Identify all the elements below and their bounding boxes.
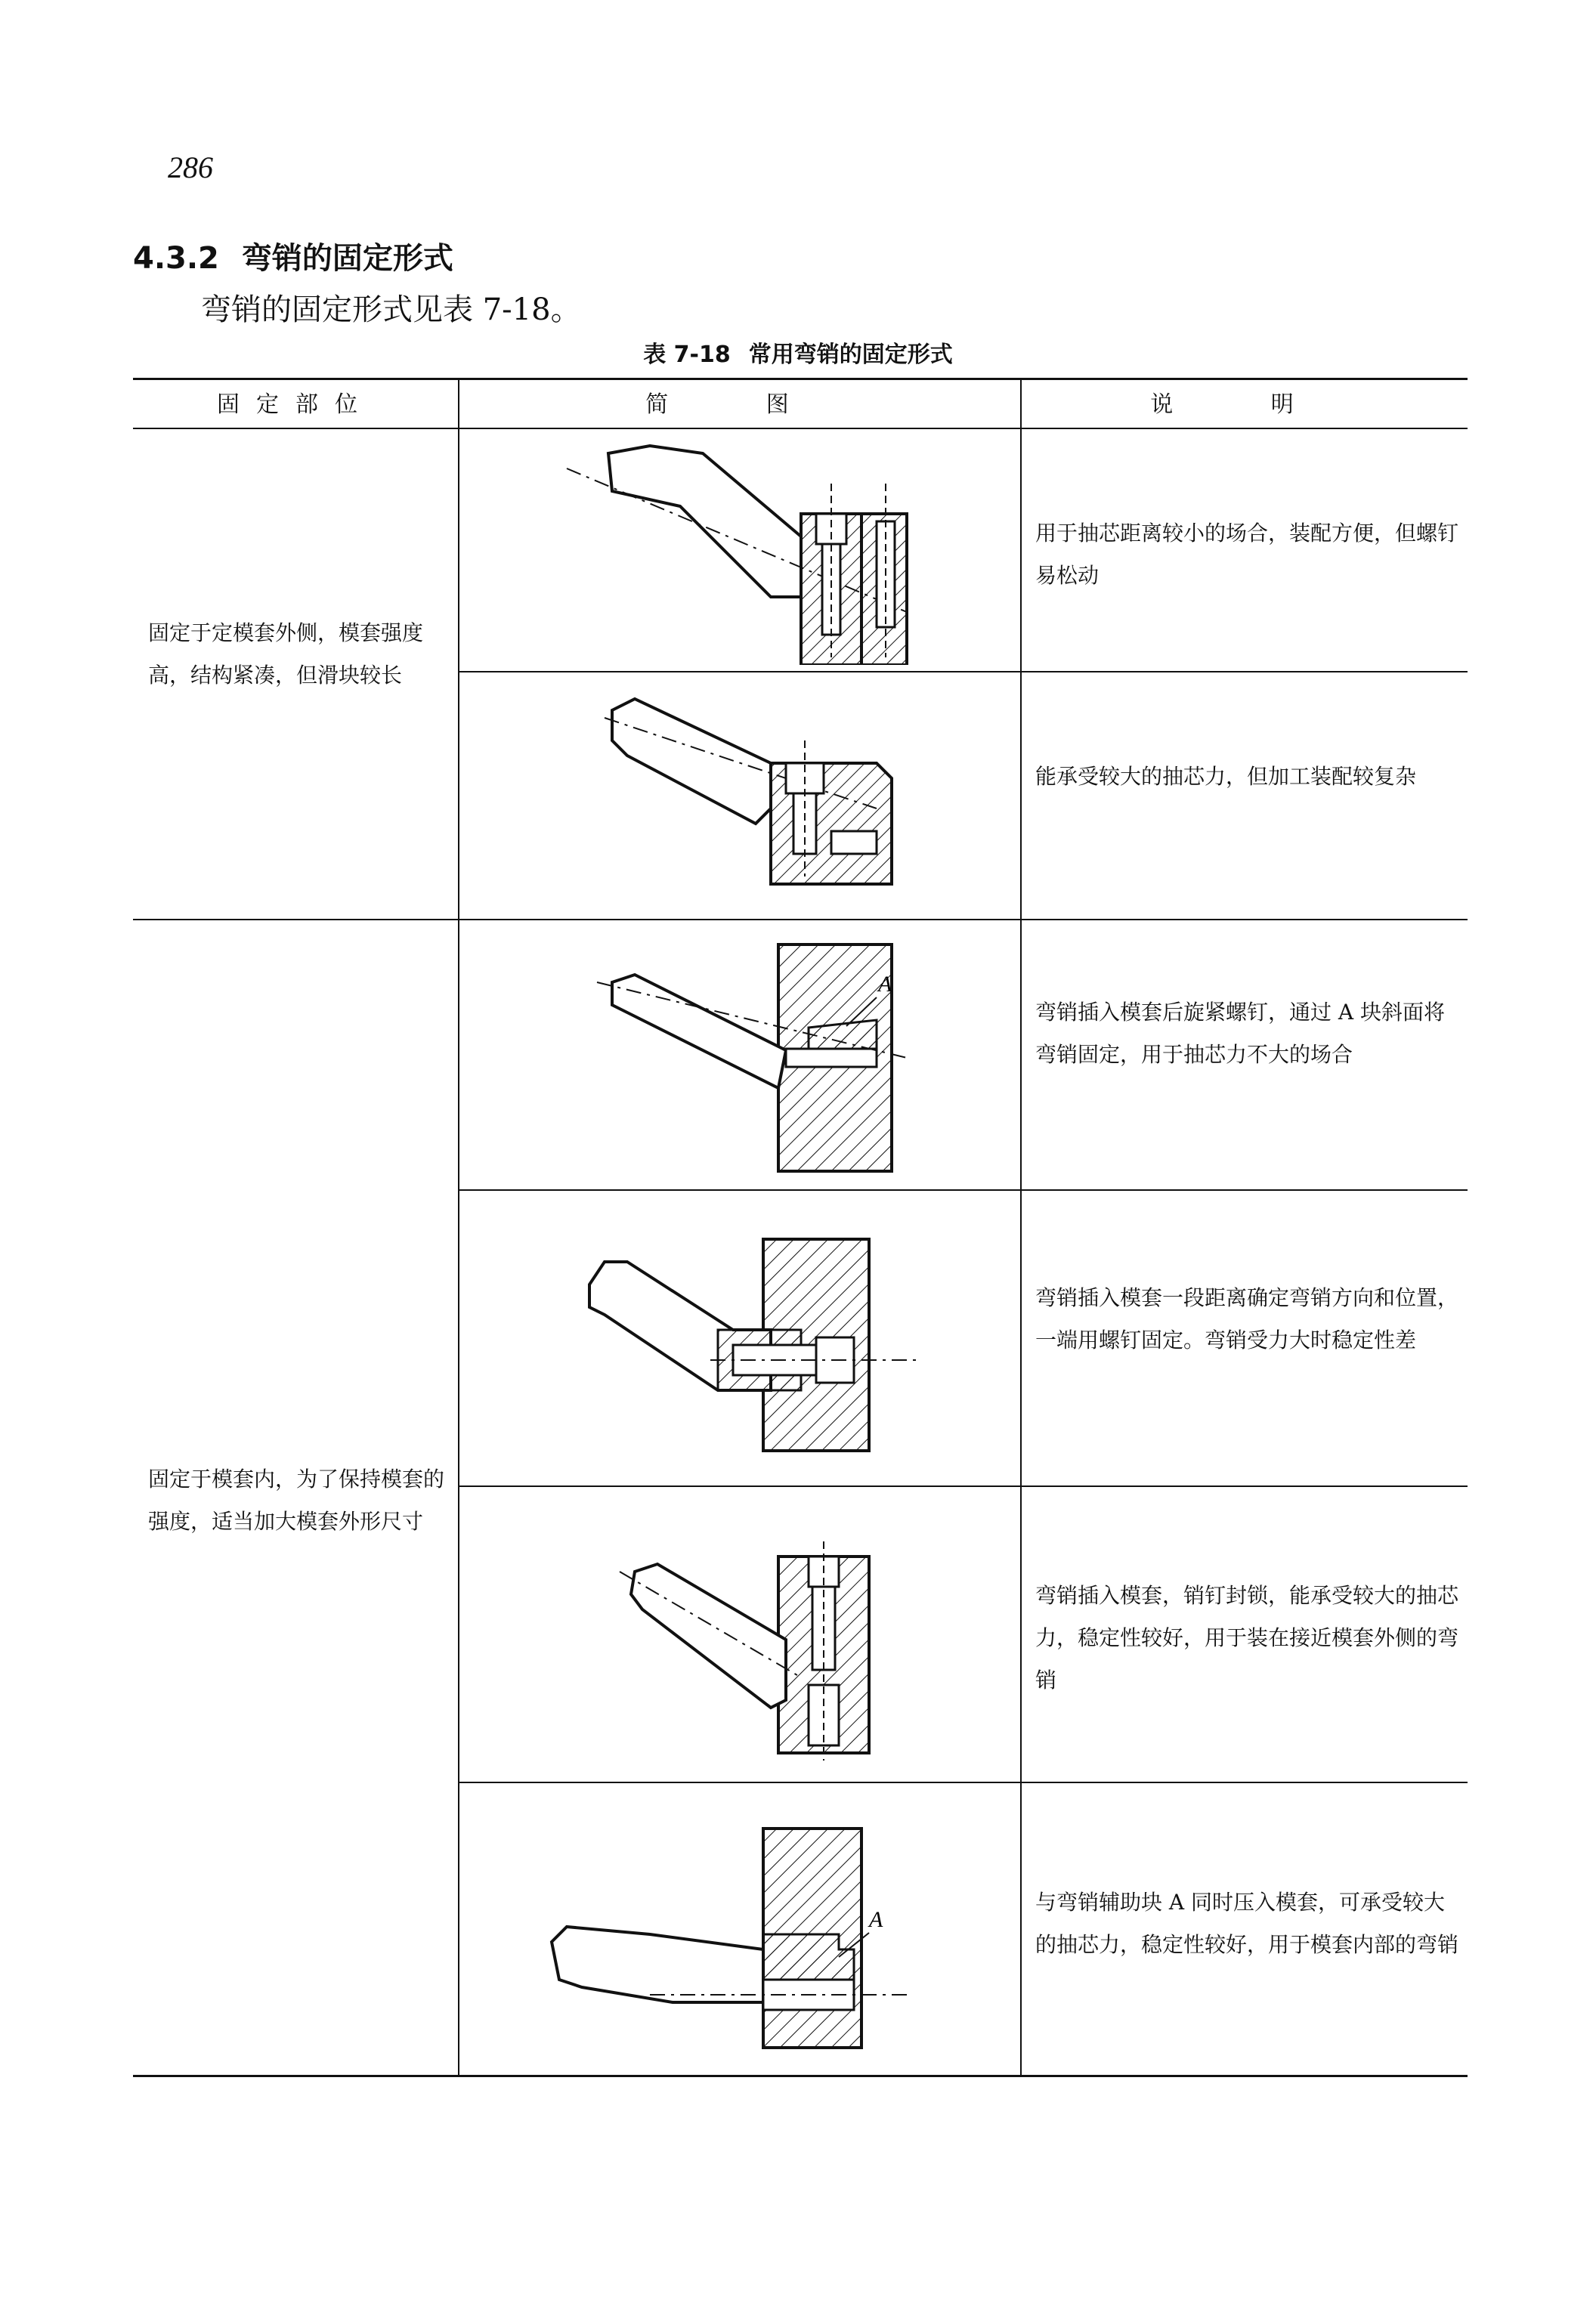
section-title: 弯销的固定形式 [241,241,453,276]
row-divider [458,1782,1468,1783]
description-cell: 弯销插入模套一段距离确定弯销方向和位置，一端用螺钉固定。弯销受力大时稳定性差 [1035,1285,1459,1353]
row-divider [458,1485,1468,1487]
section-number: 4.3.2 [133,241,219,276]
table-bottom-rule [133,2075,1468,2077]
diagram-aux-block [484,1813,998,2063]
column-divider [458,378,459,2076]
diagram-screw-step [484,680,998,907]
table-caption-title: 常用弯销的固定形式 [748,342,953,368]
label-a: A [869,1907,883,1932]
diagram-insert-screw [484,1224,998,1466]
description-cell: 与弯销辅助块 A 同时压入模套，可承受较大的抽芯力，稳定性较好，用于模套内部的弯销 [1035,1890,1459,1957]
column-header-location: 固定部位 [217,391,374,418]
diagram-dowel-lock [484,1511,998,1768]
page-number: 286 [168,150,213,184]
group-divider [133,919,1468,920]
row-divider [458,671,1468,672]
description-cell: 能承受较大的抽芯力，但加工装配较复杂 [1035,764,1417,789]
table-header-rule [133,428,1468,429]
row-divider [458,1189,1468,1191]
column-divider [1020,378,1022,2076]
table-caption-number: 表 7-18 [643,342,731,368]
table-top-rule [133,378,1468,380]
table-caption [0,335,1596,369]
location-cell-outer: 固定于定模套外侧，模套强度高，结构紧凑，但滑块较长 [148,620,424,688]
section-heading [133,234,453,277]
location-cell-inner: 固定于模套内，为了保持模套的强度，适当加大模套外形尺寸 [148,1467,445,1534]
intro-paragraph: 弯销的固定形式见表 7-18。 [201,292,581,327]
description-cell: 用于抽芯距离较小的场合，装配方便，但螺钉易松动 [1035,521,1459,588]
description-cell: 弯销插入模套后旋紧螺钉，通过 A 块斜面将弯销固定，用于抽芯力不大的场合 [1035,1000,1446,1067]
column-header-description: 说 明 [1150,391,1339,418]
description-cell: 弯销插入模套，销钉封锁，能承受较大的抽芯力，稳定性较好，用于装在接近模套外侧的弯销 [1035,1583,1459,1693]
diagram-screw-outside [484,438,998,665]
label-a: A [878,972,892,997]
diagram-wedge-block [484,937,998,1179]
column-header-diagram: 简 图 [645,391,834,418]
